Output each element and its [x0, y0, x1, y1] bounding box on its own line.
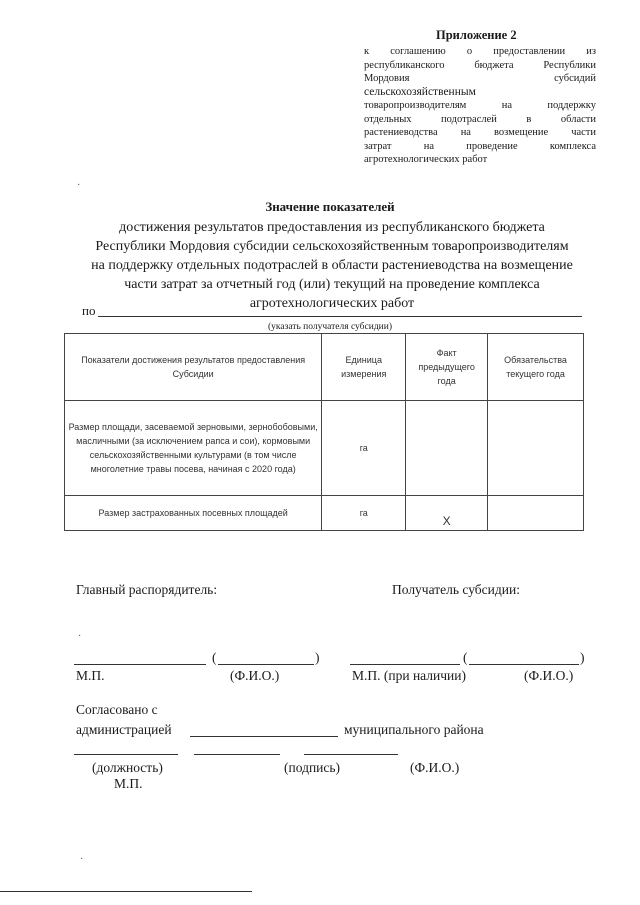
appendix-line: сельскохозяйственным: [364, 85, 476, 98]
footnote-separator: [0, 891, 252, 892]
appendix-text: [364, 45, 596, 167]
appendix-line: затрат на проведение комплекса: [364, 140, 596, 152]
table-header-row: [65, 334, 584, 401]
cell-fact: [406, 401, 488, 496]
district-name-line: [190, 736, 338, 737]
subtitle-line: Республики Мордовия субсидии сельскохозяйственным товаропроизводителям: [95, 239, 569, 254]
appendix-title: Приложение 2: [436, 28, 517, 42]
fio-label: (Ф.И.О.): [410, 760, 460, 775]
signature-line: [74, 664, 206, 665]
position-line: [74, 754, 178, 755]
subtitle-line: агротехнологических работ: [249, 296, 415, 311]
chief-manager-label: Главный распорядитель:: [76, 582, 218, 597]
administration-label: администрацией: [76, 722, 172, 737]
header-unit: Единица измерения: [322, 334, 406, 401]
cell-unit: га: [322, 496, 406, 531]
stamp-label: М.П.: [114, 776, 143, 791]
scan-speck: ·: [80, 854, 84, 865]
appendix-line: товаропроизводителям на поддержку: [364, 100, 596, 111]
appendix-line: растениеводства на возмещение части: [364, 127, 596, 138]
indicators-table: [64, 333, 584, 531]
fio-line: [218, 664, 314, 665]
signature-label: (подпись): [284, 760, 341, 775]
document-title: Значение показателей: [265, 199, 395, 214]
recipient-title-label: Получатель субсидии:: [392, 582, 520, 597]
document-subtitle: [66, 218, 598, 313]
cell-indicator: Размер площади, засеваемой зерновыми, зернобобовыми, масличными (за исключением рапса и сои), кормовыми сельскохозяйственными культурами (в том числе многолетние травы посева, начиная с 2020 года): [65, 401, 322, 496]
stamp-label: М.П.: [76, 668, 105, 683]
agreed-label: Согласовано с: [76, 702, 158, 717]
signature-line: [350, 664, 460, 665]
fio-line: [469, 664, 579, 665]
cell-unit: га: [322, 401, 406, 496]
fio-line: [304, 754, 398, 755]
district-label: муниципального района: [344, 722, 484, 737]
bracket-close: ): [580, 650, 585, 665]
cell-fact: Х: [406, 496, 488, 531]
subtitle-line: достижения результатов предоставления из республиканского бюджета: [119, 220, 545, 235]
appendix-line: республиканского бюджета Республики: [364, 59, 596, 71]
bracket-close: ): [315, 650, 320, 665]
header-fact: Факт предыдущего года: [406, 334, 488, 401]
fio-label: (Ф.И.О.): [230, 668, 280, 683]
header-indicator: Показатели достижения результатов предоставления Субсидии: [65, 334, 322, 401]
recipient-field-line: [98, 316, 582, 317]
cell-obligation: [488, 401, 584, 496]
cell-obligation: [488, 496, 584, 531]
cell-indicator: Размер застрахованных посевных площадей: [65, 496, 322, 531]
fio-label: (Ф.И.О.): [524, 668, 574, 683]
subtitle-line: на поддержку отдельных подотраслей в области растениеводства на возмещение: [91, 258, 573, 273]
recipient-hint: (указать получателя субсидии): [267, 322, 392, 332]
appendix-line: агротехнологических работ: [364, 154, 488, 165]
bracket-open: (: [463, 650, 468, 665]
scan-speck: ·: [78, 631, 82, 642]
subtitle-line: части затрат за отчетный год (или) текущий на проведение комплекса: [124, 277, 540, 292]
table-row: [65, 496, 584, 531]
stamp-optional-label: М.П. (при наличии): [352, 668, 466, 683]
table-row: [65, 401, 584, 496]
header-obligation: Обязательства текущего года: [488, 334, 584, 401]
appendix-line: отдельных подотраслей в области: [364, 113, 596, 125]
bracket-open: (: [212, 650, 217, 665]
scan-speck: ·: [77, 180, 81, 191]
appendix-line: к соглашению о предоставлении из: [364, 46, 596, 57]
recipient-label: по: [82, 303, 96, 318]
appendix-line: Мордовия субсидий: [364, 73, 596, 84]
position-label: (должность): [92, 760, 163, 775]
signature-line: [194, 754, 280, 755]
